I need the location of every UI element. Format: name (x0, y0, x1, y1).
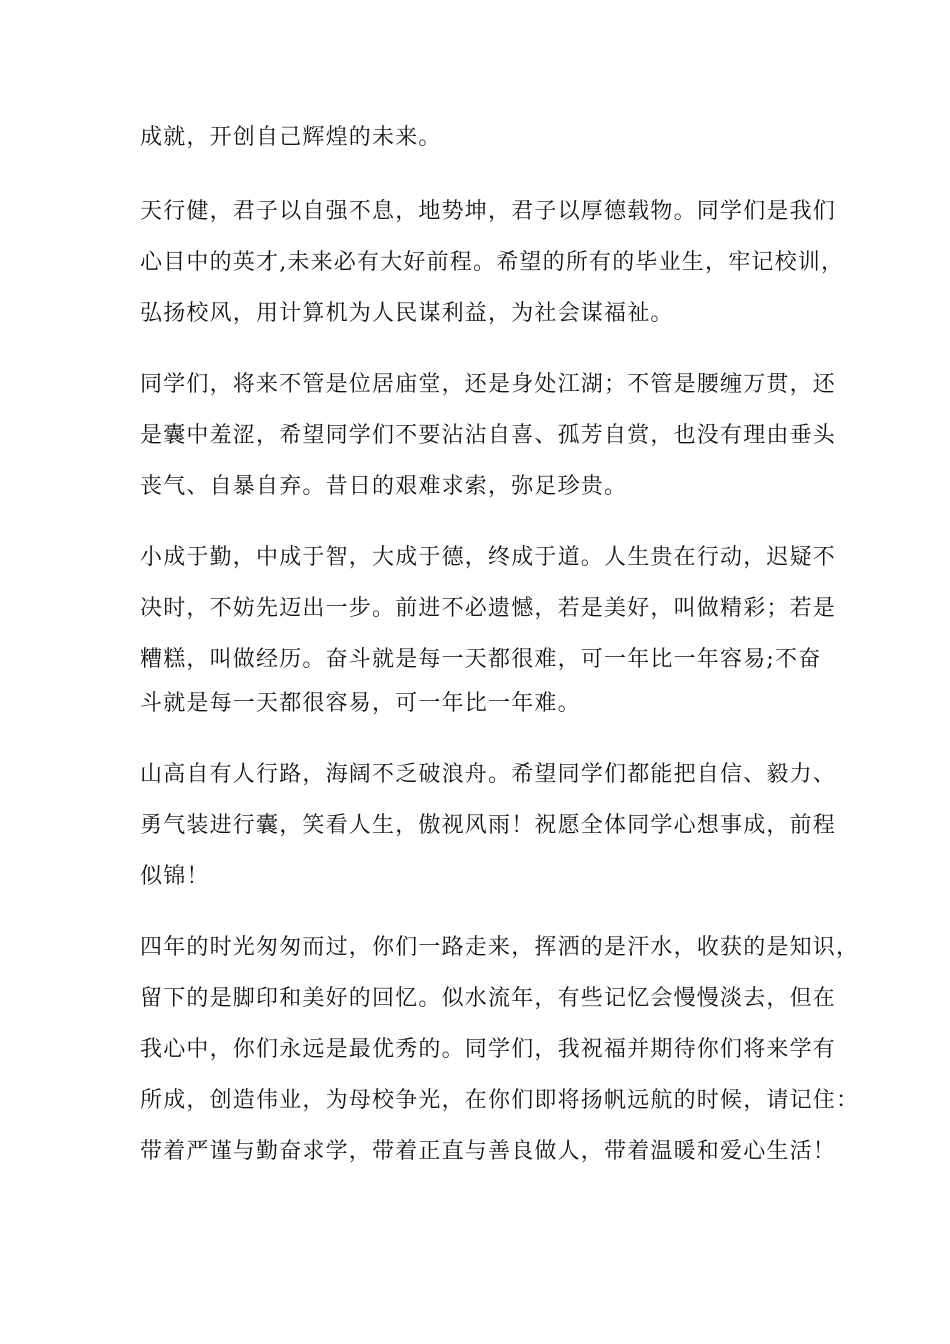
text-line: 似锦！ (140, 864, 210, 889)
text-line: 四年的时光匆匆而过，你们一路走来，挥洒的是汗水，收获的是知识， (140, 935, 860, 960)
text-line: 留下的是脚印和美好的回忆。似水流年，有些记忆会慢慢淡去，但在 (140, 986, 837, 1011)
text-line: 山高自有人行路，海阔不乏破浪舟。希望同学们都能把自信、毅力、 (140, 762, 837, 787)
text-line: 同学们，将来不管是位居庙堂，还是身处江湖；不管是腰缠万贯，还 (140, 372, 837, 397)
text-line: 丧气、自暴自弃。昔日的艰难求索，弥足珍贵。 (140, 474, 628, 499)
text-line: 糟糕，叫做经历。奋斗就是每一天都很难，可一年比一年容易;不奋 (140, 647, 822, 672)
text-line: 成就，开创自己辉煌的未来。 (140, 125, 442, 150)
text-line: 是囊中羞涩，希望同学们不要沾沾自喜、孤芳自赏，也没有理由垂头 (140, 423, 837, 448)
text-line: 天行健，君子以自强不息，地势坤，君子以厚德载物。同学们是我们 (140, 199, 837, 224)
text-line: 勇气装进行囊，笑看人生，傲视风雨！祝愿全体同学心想事成，前程 (140, 813, 837, 838)
text-line: 弘扬校风，用计算机为人民谋利益，为社会谋福祉。 (140, 301, 674, 326)
text-line: 斗就是每一天都很容易，可一年比一年难。 (140, 691, 581, 716)
text-line: 心目中的英才,未来必有大好前程。希望的所有的毕业生，牢记校训， (140, 250, 845, 275)
text-line: 带着严谨与勤奋求学，带着正直与善良做人，带着温暖和爱心生活！ (140, 1139, 837, 1164)
text-line: 小成于勤，中成于智，大成于德，终成于道。人生贵在行动，迟疑不 (140, 545, 837, 570)
text-line: 所成，创造伟业，为母校争光，在你们即将扬帆远航的时候，请记住： (140, 1088, 860, 1113)
text-line: 我心中，你们永远是最优秀的。同学们，我祝福并期待你们将来学有 (140, 1037, 837, 1062)
text-line: 决时，不妨先迈出一步。前进不必遗憾，若是美好，叫做精彩；若是 (140, 596, 837, 621)
